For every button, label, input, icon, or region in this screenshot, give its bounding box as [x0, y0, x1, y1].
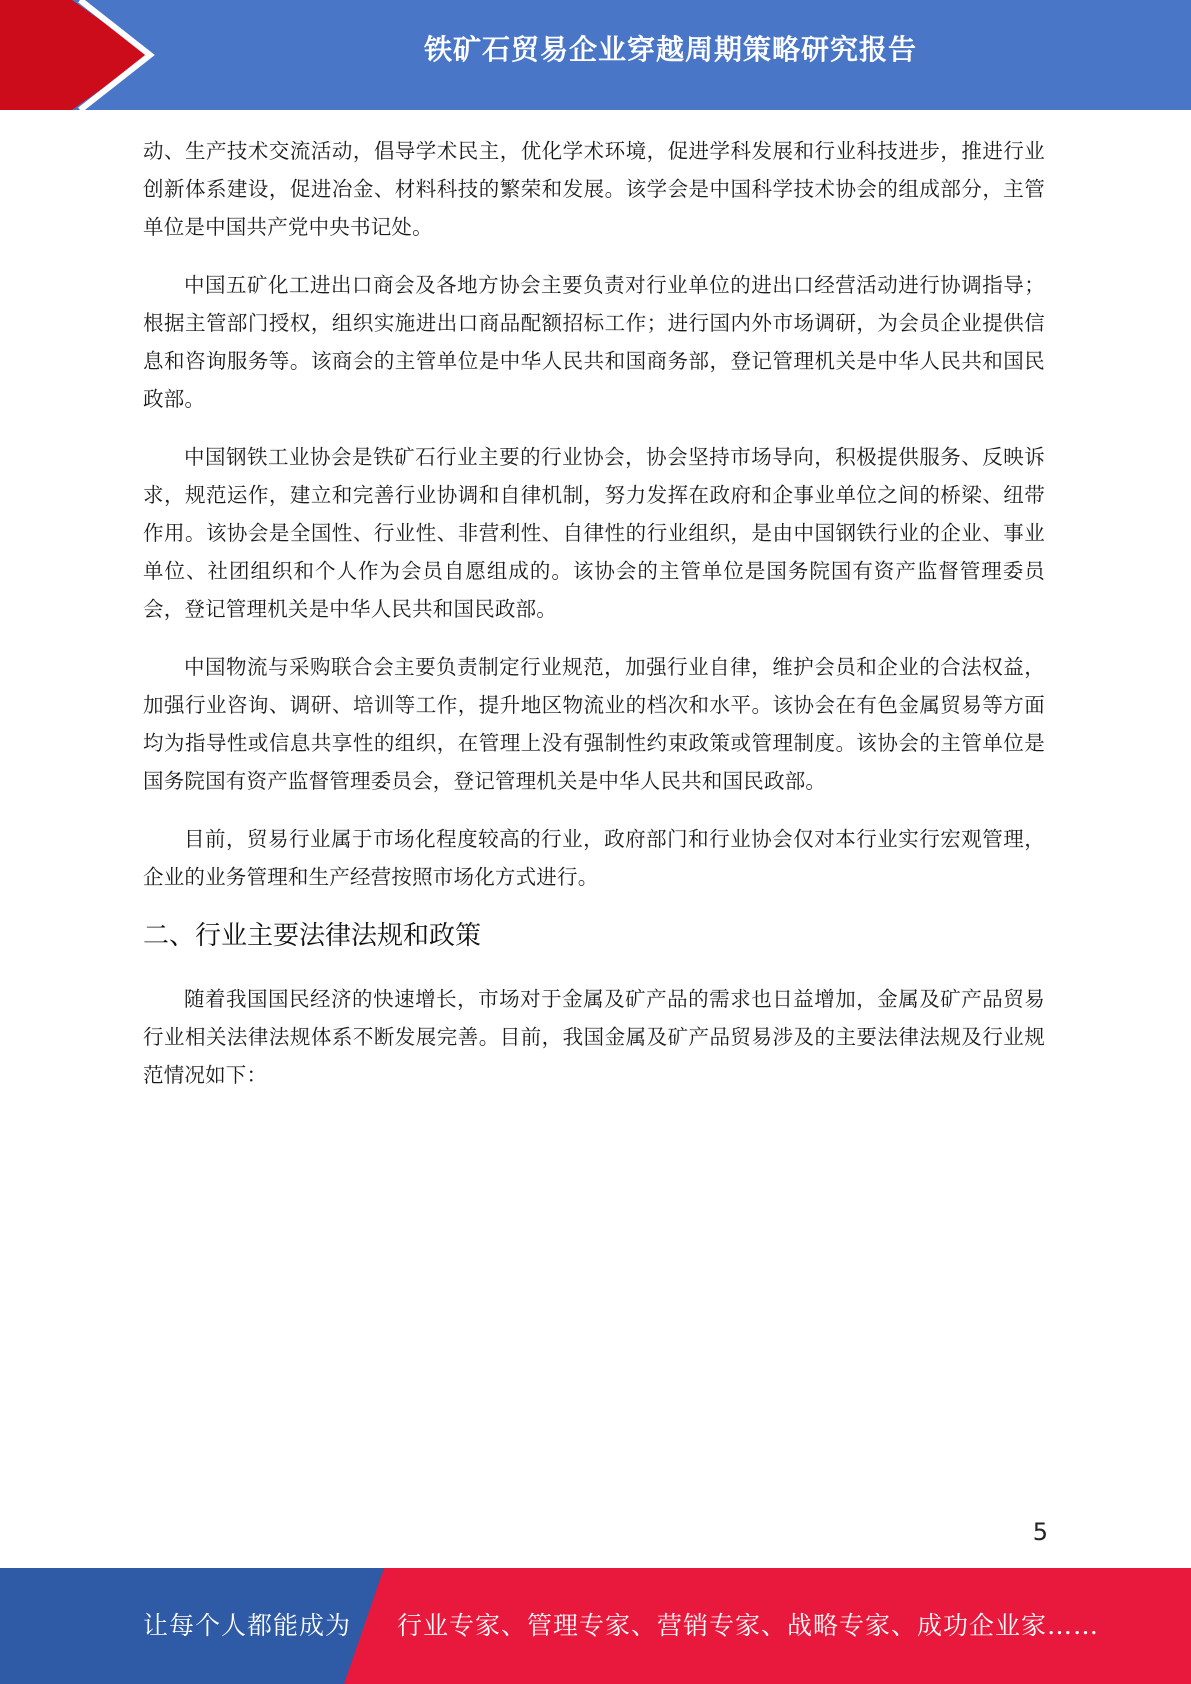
page-header — [0, 0, 1191, 110]
footer-slogan-left: 让每个人都能成为 — [143, 1611, 352, 1640]
page-number: 5 — [1032, 1518, 1048, 1546]
paragraph-steel-association: 中国钢铁工业协会是铁矿石行业主要的行业协会，协会坚持市场导向，积极提供服务、反映诉求，规范运作，建立和完善行业协调和自律机制，努力发挥在政府和企事业单位之间的桥梁、纽带作用。该协会是全国性、行业性、非营利性、自律性的行业组织，是由中国钢铁行业的企业、事业单位、社团组织和个人作为会员自愿组成的。该协会的主管单位是国务院国有资产监督管理委员会，登记管理机关是中华人民共和国民政部。 — [143, 445, 1045, 621]
paragraph-logistics-federation: 中国物流与采购联合会主要负责制定行业规范，加强行业自律，维护会员和企业的合法权益，加强行业咨询、调研、培训等工作，提升地区物流业的档次和水平。该协会在有色金属贸易等方面均为指导性或信息共享性的组织，在管理上没有强制性约束政策或管理制度。该协会的主管单位是国务院国有资产监督管理委员会，登记管理机关是中华人民共和国民政部。 — [143, 655, 1045, 793]
paragraph-continuation: 动、生产技术交流活动，倡导学术民主，优化学术环境，促进学科发展和行业科技进步，推进行业创新体系建设，促进冶金、材料科技的繁荣和发展。该学会是中国科学技术协会的组成部分，主管单位是中国共产党中央书记处。 — [143, 139, 1045, 239]
report-title: 铁矿石贸易企业穿越周期策略研究报告 — [423, 33, 917, 66]
paragraph-market-regulation: 目前，贸易行业属于市场化程度较高的行业，政府部门和行业协会仅对本行业实行宏观管理，企业的业务管理和生产经营按照市场化方式进行。 — [143, 827, 1045, 889]
header-red-arrow-decoration — [0, 0, 160, 110]
paragraph-minmetals-chamber: 中国五矿化工进出口商会及各地方协会主要负责对行业单位的进出口经营活动进行协调指导；根据主管部门授权，组织实施进出口商品配额招标工作；进行国内外市场调研，为会员企业提供信息和咨询服务等。该商会的主管单位是中华人民共和国商务部，登记管理机关是中华人民共和国民政部。 — [143, 273, 1045, 411]
paragraph-laws-intro: 随着我国国民经济的快速增长，市场对于金属及矿产品的需求也日益增加，金属及矿产品贸易行业相关法律法规体系不断发展完善。目前，我国金属及矿产品贸易涉及的主要法律法规及行业规范情况如下： — [143, 987, 1045, 1087]
page-footer — [0, 1568, 1191, 1684]
document-body — [143, 132, 1045, 1114]
section-heading: 二、行业主要法律法规和政策 — [143, 921, 482, 951]
footer-slogan-right: 行业专家、管理专家、营销专家、战略专家、成功企业家…… — [397, 1611, 1100, 1640]
